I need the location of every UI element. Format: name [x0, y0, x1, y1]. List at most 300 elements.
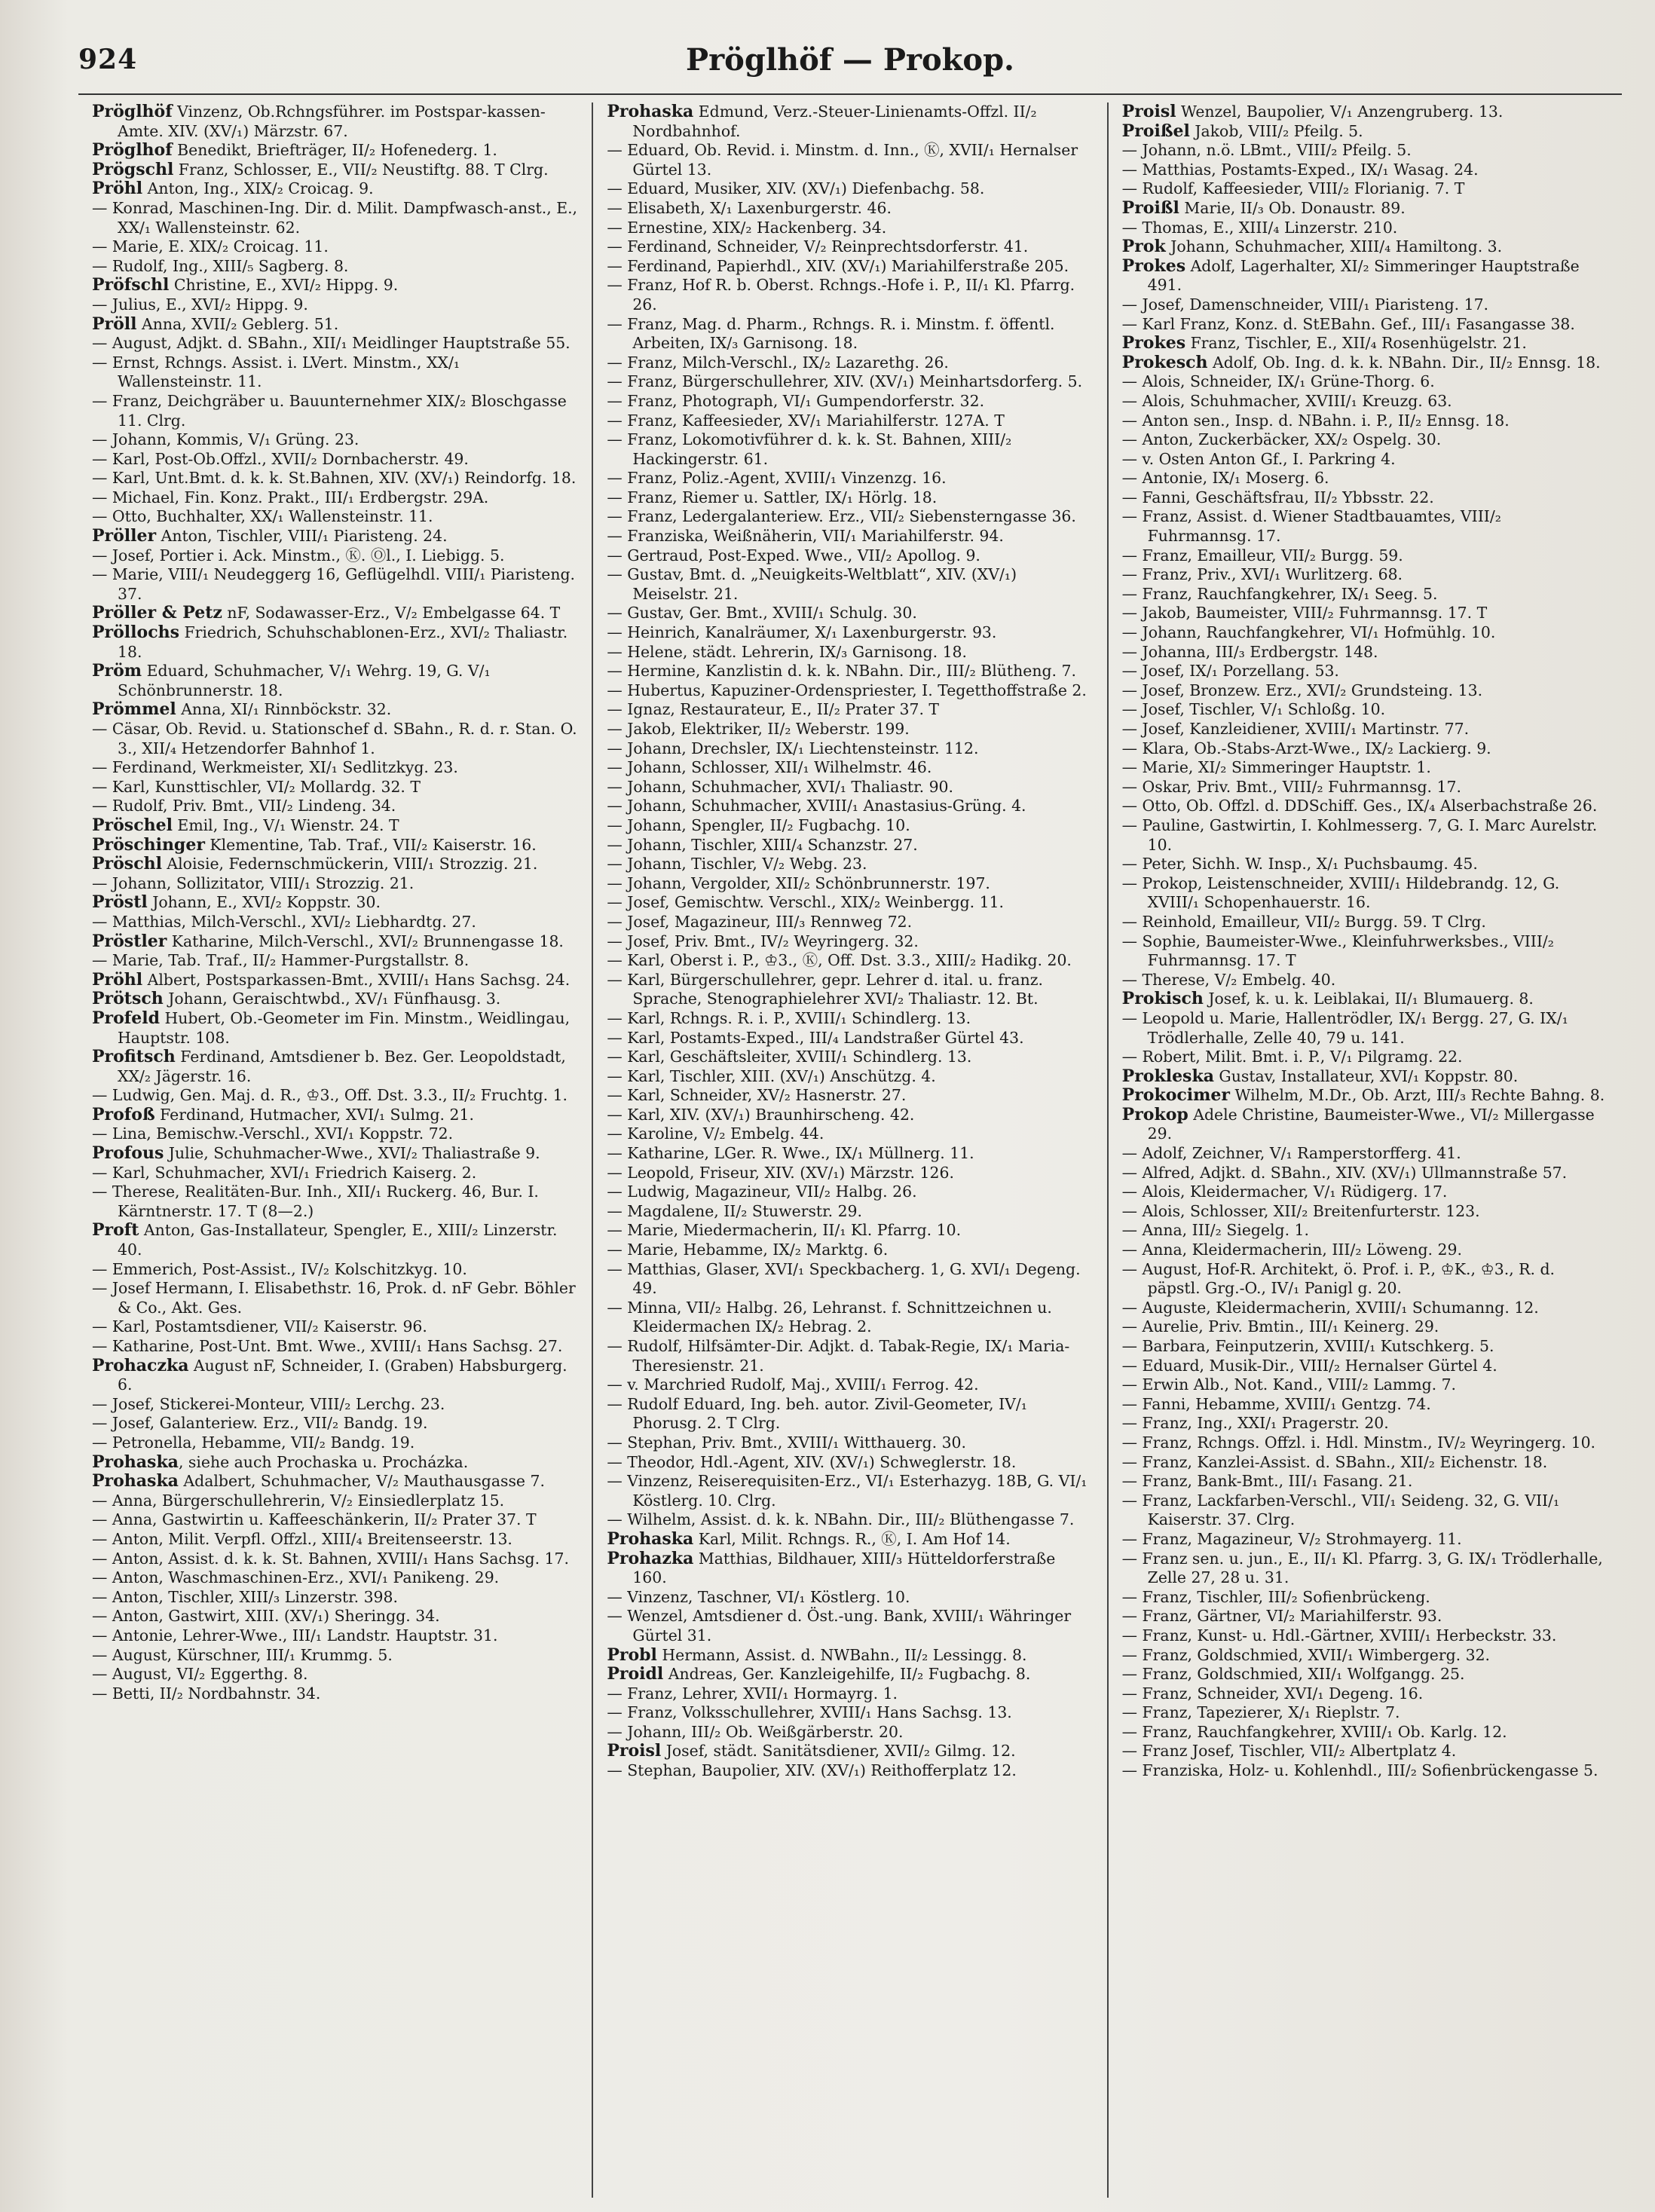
directory-entry: [1122, 450, 1608, 470]
entry-text: Anton, Tischler, VIII/₁ Piaristeng. 24.: [156, 527, 448, 546]
directory-entry: [92, 295, 578, 315]
directory-entry: [92, 1009, 578, 1048]
entry-surname: Profous: [92, 1143, 164, 1164]
entry-text: — Lina, Bemischw.-Verschl., XVI/₁ Koppstr. 72.: [92, 1124, 454, 1143]
entry-surname: Probl: [607, 1644, 657, 1665]
entry-text: Johann, E., XVI/₂ Koppstr. 30.: [147, 893, 381, 912]
entry-text: — Magdalene, II/₂ Stuwerstr. 29.: [607, 1201, 863, 1220]
directory-entry: [92, 1357, 578, 1395]
entry-text: — Petronella, Hebamme, VII/₂ Bandg. 19.: [92, 1433, 415, 1452]
directory-entry: [1122, 700, 1608, 720]
entry-text: — Johann, Schuhmacher, XVI/₁ Thaliastr. 90.: [607, 777, 954, 796]
directory-entry: [92, 257, 578, 277]
entry-text: — Leopold, Friseur, XIV. (XV/₁) Märzstr. 126.: [607, 1163, 954, 1182]
directory-entry: [607, 1375, 1093, 1395]
entry-text: Karl, Milit. Rchngs. R., Ⓚ, I. Am Hof 14.: [693, 1529, 1011, 1548]
entry-text: — August, VI/₂ Eggerthg. 8.: [92, 1665, 308, 1684]
directory-entry: [92, 1124, 578, 1144]
directory-entry: [92, 816, 578, 836]
entry-surname: Pröm: [92, 661, 142, 681]
directory-entry: [1122, 643, 1608, 662]
directory-entry: [1122, 546, 1608, 566]
entry-text: Anton, Ing., XIX/₂ Croicag. 9.: [142, 179, 374, 198]
entry-text: Klementine, Tab. Traf., VII/₂ Kaiserstr. 16.: [204, 835, 537, 854]
entry-text: Adalbert, Schuhmacher, V/₂ Mauthausgasse 7.: [178, 1472, 545, 1491]
directory-entry: [607, 1182, 1093, 1202]
entry-text: — Franz, Kunst- u. Hdl.-Gärtner, XVIII/₁ Herbeckstr. 33.: [1121, 1626, 1557, 1644]
entry-text: — Aurelie, Priv. Bmtin., III/₁ Keinerg. 29.: [1121, 1317, 1439, 1336]
entry-text: — Alois, Kleidermacher, V/₁ Rüdigerg. 17.: [1121, 1182, 1448, 1201]
entry-surname: Pröschinger: [92, 834, 205, 855]
directory-entry: [607, 102, 1093, 141]
directory-entry: [607, 1742, 1093, 1761]
entry-text: — Matthias, Milch-Verschl., XVI/₂ Liebhardtg. 27.: [92, 912, 476, 931]
entry-surname: Pröschel: [92, 815, 173, 835]
directory-entry: [607, 411, 1093, 431]
entry-surname: Profeld: [92, 1008, 161, 1028]
entry-text: — v. Marchried Rudolf, Maj., XVIII/₁ Ferrog. 42.: [607, 1375, 979, 1394]
entry-text: — Katharine, Post-Unt. Bmt. Wwe., XVIII/₁ Hans Sachsg. 27.: [92, 1337, 563, 1355]
directory-entry: [607, 199, 1093, 219]
entry-text: — Anton, Waschmaschinen-Erz., XVI/₁ Panikeng. 29.: [92, 1568, 500, 1587]
directory-entry: [92, 1568, 578, 1588]
directory-entry: [92, 1626, 578, 1646]
directory-entry: [92, 1453, 578, 1473]
directory-entry: [607, 1588, 1093, 1608]
directory-entry: [1122, 353, 1608, 373]
entry-text: — Karl, Rchngs. R. i. P., XVIII/₁ Schindlerg. 13.: [607, 1008, 971, 1027]
entry-text: — Jakob, Elektriker, II/₂ Weberstr. 199.: [607, 720, 910, 738]
entry-text: — Franz, Gärtner, VI/₂ Mariahilferstr. 93.: [1121, 1607, 1442, 1626]
directory-entry: [92, 797, 578, 816]
entry-surname: Pröhl: [92, 179, 143, 199]
directory-entry: [92, 778, 578, 797]
directory-entry: [607, 1684, 1093, 1704]
entry-text: , siehe auch Prochaska u. Procházka.: [178, 1452, 469, 1471]
entry-text: — Franz, Riemer u. Sattler, IX/₁ Hörlg. 18.: [607, 488, 938, 506]
entry-text: — August, Adjkt. d. SBahn., XII/₁ Meidlinger Hauptstraße 55.: [92, 334, 571, 353]
directory-entry: [607, 1723, 1093, 1742]
directory-entry: [607, 913, 1093, 932]
entry-text: — Johann, Kommis, V/₁ Grüng. 23.: [92, 430, 359, 449]
entry-surname: Pröll: [92, 314, 137, 334]
directory-entry: [92, 546, 578, 566]
directory-entry: [92, 1317, 578, 1337]
entry-text: Andreas, Ger. Kanzleigehilfe, II/₂ Fugbachg. 8.: [663, 1665, 1031, 1684]
entry-text: Hubert, Ob.-Geometer im Fin. Minstm., Weidlingau, Hauptstr. 108.: [118, 1008, 571, 1047]
entry-text: — Ferdinand, Papierhdl., XIV. (XV/₁) Mariahilferstraße 205.: [607, 256, 1069, 275]
directory-entry: [607, 700, 1093, 720]
entry-text: — Anton, Tischler, XIII/₃ Linzerstr. 398.: [92, 1587, 398, 1606]
entry-text: — Karl, Postamtsdiener, VII/₂ Kaiserstr. 96.: [92, 1317, 427, 1336]
directory-entry: [92, 1182, 578, 1221]
directory-entry: [92, 1414, 578, 1433]
entry-text: — Johann, n.ö. LBmt., VIII/₂ Pfeilg. 5.: [1121, 141, 1412, 160]
directory-entry: [92, 623, 578, 662]
entry-text: — Karl, Schuhmacher, XVI/₁ Friedrich Kaiserg. 2.: [92, 1163, 477, 1182]
entry-text: — Franz, Lehrer, XVII/₁ Hormayrg. 1.: [607, 1684, 898, 1703]
entry-text: — Hubertus, Kapuziner-Ordenspriester, I. Tegetthoffstraße 2.: [607, 681, 1087, 699]
directory-entry: [1122, 778, 1608, 797]
directory-entry: [1122, 1472, 1608, 1491]
entry-text: — Franziska, Holz- u. Kohlenhdl., III/₂ Sofienbrückengasse 5.: [1121, 1761, 1598, 1780]
entry-surname: Prohaczka: [92, 1355, 189, 1375]
directory-entry: [1122, 507, 1608, 546]
entry-text: — Antonie, IX/₁ Moserg. 6.: [1121, 469, 1329, 488]
directory-entry: [607, 546, 1093, 566]
column-2: [592, 102, 1106, 2198]
directory-entry: [607, 276, 1093, 314]
entry-text: — Therese, V/₂ Embelg. 40.: [1121, 970, 1336, 989]
directory-entry: [92, 1086, 578, 1106]
entry-text: — Johanna, III/₃ Erdbergstr. 148.: [1121, 642, 1378, 661]
entry-text: Anna, XVII/₂ Geblerg. 51.: [136, 314, 339, 333]
directory-entry: [1122, 1395, 1608, 1415]
entry-text: — Heinrich, Kanalräumer, X/₁ Laxenburgerstr. 93.: [607, 623, 997, 642]
entry-text: — Adolf, Zeichner, V/₁ Ramperstorfferg. 41.: [1121, 1144, 1461, 1163]
directory-entry: [607, 816, 1093, 836]
directory-entry: [607, 739, 1093, 759]
entry-text: — Johann, Vergolder, XII/₂ Schönbrunnerstr. 197.: [607, 873, 990, 892]
directory-entry: [92, 199, 578, 237]
directory-entry: [1122, 1317, 1608, 1337]
entry-text: — Josef, Damenschneider, VIII/₁ Piaristeng. 17.: [1121, 295, 1489, 314]
entry-surname: Proisl: [1121, 102, 1176, 121]
entry-surname: Prohaska: [607, 102, 694, 121]
directory-entry: [92, 662, 578, 700]
directory-entry: [92, 1550, 578, 1569]
directory-entry: [1122, 392, 1608, 411]
entry-text: — Ludwig, Gen. Maj. d. R., ♔3., Off. Dst. 3.3., II/₂ Fruchtg. 1.: [92, 1086, 568, 1105]
directory-entry: [92, 507, 578, 527]
entry-text: — Karl, Unt.Bmt. d. k. k. St.Bahnen, XIV. (XV/₁) Reindorfg. 18.: [92, 469, 577, 488]
directory-entry: [92, 161, 578, 180]
directory-entry: [1122, 141, 1608, 161]
entry-surname: Pröhl: [92, 969, 143, 990]
directory-entry: [607, 565, 1093, 604]
directory-entry: [1122, 219, 1608, 238]
directory-entry: [1122, 932, 1608, 971]
entry-surname: Prokes: [1121, 333, 1186, 353]
entry-surname: Prötsch: [92, 989, 164, 1009]
column-1: [78, 102, 592, 2198]
directory-entry: [1122, 1221, 1608, 1241]
directory-entry: [607, 1433, 1093, 1453]
entry-text: — Vinzenz, Taschner, VI/₁ Köstlerg. 10.: [607, 1587, 910, 1606]
directory-entry: [1122, 1182, 1608, 1202]
entry-text: — Fanni, Hebamme, XVIII/₁ Gentzg. 74.: [1121, 1394, 1431, 1413]
directory-entry: [607, 392, 1093, 411]
entry-text: — Auguste, Kleidermacherin, XVIII/₁ Schumanng. 12.: [1121, 1298, 1539, 1317]
directory-entry: [1122, 1357, 1608, 1376]
directory-entry: [1122, 990, 1608, 1009]
directory-entry: [92, 951, 578, 971]
entry-text: Josef, k. u. k. Leiblakai, II/₁ Blumauerg. 8.: [1203, 990, 1534, 1008]
entry-text: — Karl, Kunsttischler, VI/₂ Mollardg. 32. T: [92, 777, 421, 796]
entry-text: Josef, städt. Sanitätsdiener, XVII/₂ Gilmg. 12.: [661, 1742, 1016, 1761]
directory-entry: [1122, 1375, 1608, 1395]
entry-text: — Franz, Rauchfangkehrer, XVIII/₁ Ob. Karlg. 12.: [1121, 1722, 1507, 1741]
directory-entry: [607, 1260, 1093, 1299]
entry-text: — Franz, Deichgräber u. Bauunternehmer XIX/₂ Bloschgasse 11. Clrg.: [92, 391, 567, 430]
directory-entry: [1122, 122, 1608, 142]
directory-entry: [92, 1491, 578, 1511]
entry-text: Franz, Tischler, E., XII/₄ Rosenhügelstr. 21.: [1185, 334, 1527, 353]
directory-entry: [1122, 430, 1608, 450]
directory-entry: [92, 1106, 578, 1125]
entry-text: — Franz, Tapezierer, X/₁ Rieplstr. 7.: [1121, 1703, 1400, 1722]
directory-entry: [607, 1703, 1093, 1723]
entry-text: — Karl, Oberst i. P., ♔3., Ⓚ, Off. Dst. 3.3., XIII/₂ Hadikg. 20.: [607, 951, 1072, 970]
directory-entry: [1122, 199, 1608, 219]
entry-text: Christine, E., XVI/₂ Hippg. 9.: [169, 276, 399, 295]
directory-entry: [92, 720, 578, 758]
directory-entry: [1122, 488, 1608, 508]
directory-entry: [607, 1221, 1093, 1241]
directory-entry: [1122, 1067, 1608, 1087]
entry-text: — Karl, Schneider, XV/₂ Hasnerstr. 27.: [607, 1086, 907, 1105]
directory-entry: [1122, 411, 1608, 431]
directory-entry: [1122, 1241, 1608, 1260]
directory-entry: [1122, 334, 1608, 353]
directory-entry: [92, 141, 578, 161]
entry-text: Katharine, Milch-Verschl., XVI/₂ Brunnengasse 18.: [167, 932, 564, 950]
entry-text: — Karl, Geschäftsleiter, XVIII/₁ Schindlerg. 13.: [607, 1048, 972, 1066]
directory-entry: [92, 1472, 578, 1491]
directory-entry: [92, 392, 578, 430]
entry-text: Aloisie, Federnschmückerin, VIII/₁ Strozzig. 21.: [161, 855, 538, 873]
entry-text: Wenzel, Baupolier, V/₁ Anzengruberg. 13.: [1176, 102, 1504, 121]
page-number: 924: [78, 44, 138, 75]
directory-entry: [607, 604, 1093, 623]
entry-text: — Alois, Schuhmacher, XVIII/₁ Kreuzg. 63.: [1121, 391, 1452, 410]
directory-entry: [1122, 315, 1608, 335]
entry-text: Albert, Postsparkassen-Bmt., XVIII/₁ Hans Sachsg. 24.: [142, 970, 571, 989]
entry-text: — Antonie, Lehrer-Wwe., III/₁ Landstr. Hauptstr. 31.: [92, 1626, 498, 1644]
directory-entry: [1122, 1607, 1608, 1626]
directory-entry: [607, 1530, 1093, 1550]
entry-surname: Prohazka: [607, 1548, 694, 1568]
entry-text: — Marie, Miedermacherin, II/₁ Kl. Pfarrg. 10.: [607, 1221, 962, 1240]
directory-entry: [92, 430, 578, 450]
entry-text: Julie, Schuhmacher-Wwe., XVI/₂ Thaliastraße 9.: [164, 1144, 540, 1163]
entry-text: — Franz, Goldschmied, XII/₁ Wolfgangg. 25.: [1121, 1665, 1465, 1684]
entry-text: — Karl, Postamts-Exped., III/₄ Landstraßer Gürtel 43.: [607, 1028, 1024, 1047]
entry-text: — Marie, XI/₂ Simmeringer Hauptstr. 1.: [1121, 758, 1431, 777]
entry-text: — August, Hof-R. Architekt, ö. Prof. i. P., ♔K., ♔3., R. d. päpstl. Grg.-O., IV/₁ Panigl g. 20.: [1121, 1259, 1556, 1298]
directory-entry: [92, 971, 578, 990]
page-header: [78, 39, 1622, 95]
entry-text: — Eduard, Ob. Revid. i. Minstm. d. Inn., Ⓚ, XVII/₁ Hernalser Gürtel 13.: [607, 141, 1078, 179]
directory-entry: [1122, 469, 1608, 488]
entry-surname: Pröglhof: [92, 140, 173, 161]
entry-surname: Pröstl: [92, 892, 148, 913]
entry-text: — Anton sen., Insp. d. NBahn. i. P., II/₂ Ennsg. 18.: [1121, 411, 1510, 430]
directory-entry: [92, 1607, 578, 1626]
entry-text: — Josef, IX/₁ Porzellang. 53.: [1121, 662, 1339, 681]
entry-text: Benedikt, Briefträger, II/₂ Hofenederg. 1.: [172, 141, 497, 160]
entry-text: — Ferdinand, Schneider, V/₂ Reinprechtsdorferstr. 41.: [607, 237, 1029, 256]
entry-text: — Franz, Hof R. b. Oberst. Rchngs.-Hofe i. P., II/₁ Kl. Pfarrg. 26.: [607, 276, 1075, 314]
entry-text: — Alfred, Adjkt. d. SBahn., XIV. (XV/₁) Ullmannstraße 57.: [1121, 1163, 1568, 1182]
entry-text: — Anna, III/₂ Siegelg. 1.: [1121, 1221, 1309, 1240]
directory-entry: [1122, 1337, 1608, 1357]
entry-surname: Prokleska: [1121, 1066, 1214, 1086]
directory-entry: [607, 141, 1093, 179]
directory-entry: [92, 990, 578, 1009]
entry-text: Jakob, VIII/₂ Pfeilg. 5.: [1189, 121, 1363, 140]
directory-entry: [607, 469, 1093, 488]
entry-text: — Stephan, Priv. Bmt., XVIII/₁ Witthauerg. 30.: [607, 1433, 966, 1452]
directory-entry: [92, 1279, 578, 1317]
entry-text: — Franz, Kanzlei-Assist. d. SBahn., XII/₂ Eichenstr. 18.: [1121, 1452, 1548, 1471]
entry-text: — Leopold u. Marie, Hallentrödler, IX/₁ Bergg. 27, G. IX/₁ Trödlerhalle, Zelle 40, 79 u. 141.: [1121, 1008, 1568, 1047]
directory-entry: [1122, 161, 1608, 180]
directory-entry: [1122, 816, 1608, 855]
entry-surname: Prömmel: [92, 699, 176, 720]
entry-text: — Franz, Goldschmied, XVII/₁ Wimbergerg. 32.: [1121, 1645, 1491, 1664]
directory-entry: [92, 1646, 578, 1666]
directory-entry: [1122, 1164, 1608, 1183]
directory-entry: [1122, 681, 1608, 701]
entry-text: — Franz, Lokomotivführer d. k. k. St. Bahnen, XIII/₂ Hackingerstr. 61.: [607, 430, 1012, 468]
running-head: Pröglhöf — Prokop.: [686, 42, 1014, 78]
entry-surname: Prokesch: [1121, 352, 1208, 372]
directory-entry: [92, 237, 578, 257]
entry-text: — Franz, Bürgerschullehrer, XIV. (XV/₁) Meinhartsdorferg. 5.: [607, 372, 1083, 391]
entry-text: — Johann, Rauchfangkehrer, VI/₁ Hofmühlg. 10.: [1121, 623, 1496, 642]
directory-entry: [607, 179, 1093, 199]
entry-text: Adolf, Lagerhalter, XI/₂ Simmeringer Hauptstraße 491.: [1147, 256, 1580, 295]
directory-entry: [1122, 1433, 1608, 1453]
entry-text: — Hermine, Kanzlistin d. k. k. NBahn. Dir., III/₂ Blütheng. 7.: [607, 662, 1076, 681]
entry-text: — Johann, Sollizitator, VIII/₁ Strozzig. 21.: [92, 873, 415, 892]
entry-text: — Wenzel, Amtsdiener d. Öst.-ung. Bank, XVIII/₁ Währinger Gürtel 31.: [607, 1607, 1072, 1644]
entry-text: — Karl Franz, Konz. d. StEBahn. Gef., III/₁ Fasangasse 38.: [1121, 314, 1575, 333]
directory-entry: [1122, 372, 1608, 392]
entry-text: — Rudolf, Kaffeesieder, VIII/₂ Florianig. 7. T: [1121, 179, 1465, 198]
directory-entry: [92, 1048, 578, 1086]
directory-entry: [1122, 102, 1608, 122]
directory-entry: [1122, 971, 1608, 990]
entry-surname: Prohaska: [92, 1471, 179, 1491]
entry-surname: Pröfschl: [92, 275, 170, 295]
entry-text: — Karl, Tischler, XIII. (XV/₁) Anschützg. 4.: [607, 1066, 936, 1085]
entry-text: — Franz, Magazineur, V/₂ Strohmayerg. 11.: [1121, 1529, 1462, 1548]
directory-entry: [607, 488, 1093, 508]
directory-entry: [1122, 1761, 1608, 1781]
entry-text: — Anna, Kleidermacherin, III/₂ Löweng. 29.: [1121, 1241, 1462, 1259]
entry-text: — Franz, Schneider, XVI/₁ Degeng. 16.: [1121, 1684, 1424, 1703]
entry-text: — Reinhold, Emailleur, VII/₂ Burgg. 59. T Clrg.: [1121, 912, 1486, 931]
directory-entry: [607, 797, 1093, 816]
entry-text: — Franz, Ledergalanteriew. Erz., VII/₂ Siebensterngasse 36.: [607, 507, 1076, 526]
entry-text: — Franz, Priv., XVI/₁ Wurlitzerg. 68.: [1121, 565, 1403, 584]
directory-entry: [607, 778, 1093, 797]
directory-entry: [607, 353, 1093, 373]
directory-entry: [607, 527, 1093, 546]
directory-entry: [607, 237, 1093, 257]
entry-text: — Anton, Gastwirt, XIII. (XV/₁) Sheringg. 34.: [92, 1607, 440, 1626]
entry-surname: Prok: [1121, 237, 1166, 257]
directory-entry: [92, 1164, 578, 1183]
directory-entry: [607, 1395, 1093, 1433]
directory-entry: [92, 874, 578, 894]
directory-entry: [1122, 295, 1608, 315]
directory-entry: [92, 1510, 578, 1530]
directory-entry: [92, 604, 578, 623]
entry-text: — Johann, Schlosser, XII/₁ Wilhelmstr. 46.: [607, 758, 932, 777]
entry-text: — Konrad, Maschinen-Ing. Dir. d. Milit. Dampfwasch-anst., E., XX/₁ Wallensteinstr. 62.: [92, 198, 578, 237]
entry-text: — Prokop, Leistenschneider, XVIII/₁ Hildebrandg. 12, G. XVIII/₁ Schopenhauerstr. 16.: [1121, 873, 1560, 912]
entry-text: — Marie, Hebamme, IX/₂ Marktg. 6.: [607, 1241, 889, 1259]
directory-entry: [607, 874, 1093, 894]
directory-entry: [1122, 855, 1608, 874]
directory-entry: [1122, 797, 1608, 816]
entry-text: nF, Sodawasser-Erz., V/₂ Embelgasse 64. T: [222, 604, 561, 623]
entry-surname: Pröschl: [92, 854, 162, 874]
entry-text: Friedrich, Schuhschablonen-Erz., XVI/₂ Thaliastr. 18.: [118, 623, 568, 661]
directory-entry: [607, 681, 1093, 701]
directory-entry: [1122, 623, 1608, 643]
directory-entry: [92, 469, 578, 488]
entry-text: — Anna, Gastwirtin u. Kaffeeschänkerin, II/₂ Prater 37. T: [92, 1510, 537, 1529]
directory-entry: [607, 372, 1093, 392]
entry-text: — Josef, Portier i. Ack. Minstm., Ⓚ. Ⓞl., I. Liebigg. 5.: [92, 546, 505, 564]
entry-text: — Anton, Milit. Verpfl. Offzl., XIII/₄ Breitenseerstr. 13.: [92, 1529, 512, 1548]
entry-text: Anna, XI/₁ Rinnböckstr. 32.: [176, 700, 392, 719]
directory-entry: [1122, 1009, 1608, 1048]
directory-entry: [607, 758, 1093, 778]
directory-entry: [607, 1665, 1093, 1684]
entry-text: — Karl, Bürgerschullehrer, gepr. Lehrer d. ital. u. franz. Sprache, Stenographielehrer XVI/₂ Thaliastr. 12. Bt.: [607, 970, 1043, 1008]
entry-text: — Pauline, Gastwirtin, I. Kohlmesserg. 7, G. I. Marc Aurelstr. 10.: [1121, 815, 1598, 854]
entry-text: Gustav, Installateur, XVI/₁ Koppstr. 80.: [1213, 1066, 1519, 1085]
entry-text: — Otto, Buchhalter, XX/₁ Wallensteinstr. 11.: [92, 507, 433, 526]
entry-text: Johann, Geraischtwbd., XV/₁ Fünfhausg. 3.: [163, 990, 501, 1008]
entry-text: — Franz sen. u. jun., E., II/₁ Kl. Pfarrg. 3, G. IX/₁ Trödlerhalle, Zelle 27, 28 u. 31.: [1121, 1549, 1603, 1587]
entry-text: Marie, II/₃ Ob. Donaustr. 89.: [1179, 198, 1406, 217]
directory-entry: [1122, 720, 1608, 739]
directory-entry: [92, 932, 578, 952]
entry-text: — Karl, Post-Ob.Offzl., XVII/₂ Dornbacherstr. 49.: [92, 449, 469, 468]
entry-text: — Anton, Zuckerbäcker, XX/₂ Ospelg. 30.: [1121, 430, 1442, 449]
directory-entry: [607, 507, 1093, 527]
directory-entry: [1122, 604, 1608, 623]
entry-surname: Prokisch: [1121, 989, 1204, 1009]
entry-text: — Katharine, LGer. R. Wwe., IX/₁ Müllnerg. 11.: [607, 1144, 974, 1163]
directory-entry: [607, 1453, 1093, 1473]
directory-entry: [607, 855, 1093, 874]
entry-text: — Franz, Poliz.-Agent, XVIII/₁ Vinzenzg. 16.: [607, 469, 947, 488]
entry-text: — Johann, Schuhmacher, XVIII/₁ Anastasius-Grüng. 4.: [607, 797, 1026, 815]
directory-entry: [607, 951, 1093, 971]
directory-entry: [1122, 1491, 1608, 1530]
directory-entry: [1122, 758, 1608, 778]
entry-text: — v. Osten Anton Gf., I. Parkring 4.: [1121, 449, 1396, 468]
entry-surname: Proisl: [607, 1741, 662, 1761]
entry-surname: Pröller: [92, 526, 157, 546]
directory-entry: [607, 1124, 1093, 1144]
entry-text: — Oskar, Priv. Bmt., VIII/₂ Fuhrmannsg. 17.: [1121, 777, 1461, 796]
entry-text: Wilhelm, M.Dr., Ob. Arzt, III/₃ Rechte Bahng. 8.: [1230, 1086, 1605, 1105]
entry-text: Vinzenz, Ob.Rchngsführer. im Postspar-kassen-Amte. XIV. (XV/₁) Märzstr. 67.: [118, 102, 546, 140]
entry-text: Ferdinand, Amtsdiener b. Bez. Ger. Leopoldstadt, XX/₂ Jägerstr. 16.: [118, 1048, 566, 1085]
directory-entry: [607, 1144, 1093, 1164]
entry-text: — Theodor, Hdl.-Agent, XIV. (XV/₁) Schweglerstr. 18.: [607, 1452, 1017, 1471]
entry-text: — Alois, Schneider, IX/₁ Grüne-Thorg. 6.: [1121, 372, 1435, 391]
entry-text: — Franz, Emailleur, VII/₂ Burgg. 59.: [1121, 546, 1403, 564]
